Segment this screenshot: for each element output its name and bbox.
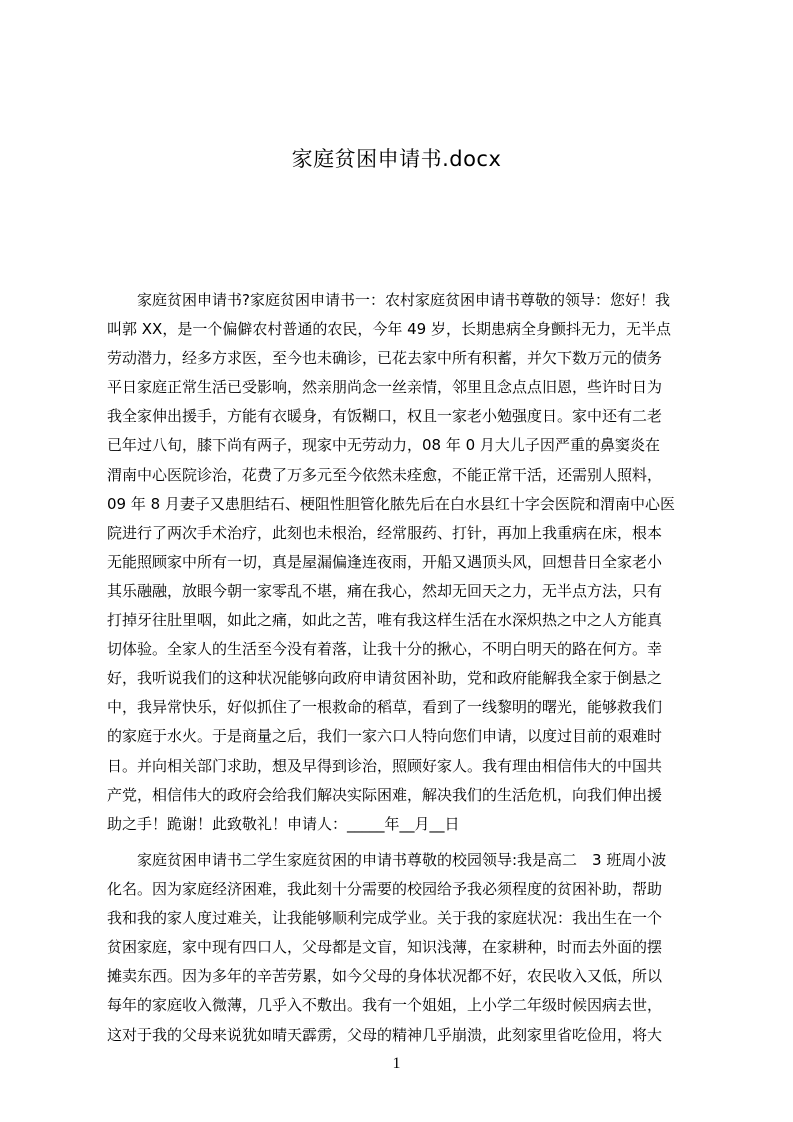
text-line: 叫郭 XX，是一个偏僻农村普通的农民，今年 49 岁，长期患病全身颤抖无力，无半点: [107, 320, 671, 339]
text-line: 院进行了两次手术治疗，此刻也未根治，经常服药、打针，再加上我重病在床，根本: [107, 523, 663, 542]
paragraph-2: [107, 846, 699, 1050]
paragraph-1: [107, 286, 699, 839]
text-line: 助之手！跪谢！此致敬礼！申请人：_____年__月__日: [107, 814, 460, 833]
text-line: 化名。因为家庭经济困难，我此刻十分需要的校园给予我必须程度的贫困补助，帮助: [107, 880, 663, 899]
text-line: 其乐融融，放眼今朝一家零乱不堪，痛在我心，然却无回天之力，无半点方法，只有: [107, 581, 663, 600]
text-line: 劳动潜力，经多方求医，至今也未确诊，已花去家中所有积蓄，并欠下数万元的债务: [107, 349, 663, 368]
text-line: 这对于我的父母来说犹如晴天霹雳，父母的精神几乎崩溃，此刻家里省吃俭用，将大: [107, 1025, 663, 1044]
text-line: 无能照顾家中所有一切，真是屋漏偏逢连夜雨，开船又遇顶头风，回想昔日全家老小: [107, 552, 663, 571]
text-line: 已年过八旬，膝下尚有两子，现家中无劳动力，08 年 0 月大儿子因严重的鼻窦炎在: [107, 436, 660, 455]
text-line: 每年的家庭收入微薄，几乎入不敷出。我有一个姐姐，上小学二年级时候因病去世，: [107, 996, 663, 1015]
text-line: 的家庭于水火。于是商量之后，我们一家六口人特向您们申请，以度过目前的艰难时: [107, 727, 663, 746]
text-line: 渭南中心医院诊治，花费了万多元至今依然未痊愈，不能正常干活，还需别人照料，: [107, 465, 663, 484]
text-line: 家庭贫困申请书二学生家庭贫困的申请书尊敬的校园领导:我是高二 3 班周小波: [107, 851, 667, 869]
text-line: 贫困家庭，家中现有四口人，父母都是文盲，知识浅薄，在家耕种，时而去外面的摆: [107, 938, 663, 957]
text-line: 家庭贫困申请书?家庭贫困申请书一：农村家庭贫困申请书尊敬的领导：您好！我: [107, 291, 670, 309]
document-title: 家庭贫困申请书.docx: [291, 147, 502, 171]
page-number: 1: [392, 1055, 401, 1072]
text-line: 中，我异常快乐，好似抓住了一根救命的稻草，看到了一线黎明的曙光，能够救我们: [107, 698, 663, 717]
text-line: 我全家伸出援手，方能有衣暖身，有饭糊口，权且一家老小勉强度日。家中还有二老: [107, 407, 663, 426]
text-line: 我和我的家人度过难关，让我能够顺利完成学业。关于我的家庭状况：我出生在一个: [107, 909, 663, 928]
text-line: 好，我听说我们的这种状况能够向政府申请贫困补助，党和政府能解我全家于倒悬之: [107, 669, 663, 688]
text-line: 09 年 8 月妻子又患胆结石、梗阻性胆管化脓先后在白水县红十字会医院和渭南中心医: [107, 494, 675, 513]
text-line: 切体验。全家人的生活至今没有着落，让我十分的揪心，不明白明天的路在何方。幸: [107, 640, 663, 659]
text-line: 平日家庭正常生活已受影响，然亲朋尚念一丝亲情，邻里且念点点旧恩，些许时日为: [107, 378, 663, 397]
text-line: 产党，相信伟大的政府会给我们解决实际困难，解决我们的生活危机，向我们伸出援: [107, 785, 663, 804]
text-line: 摊卖东西。因为多年的辛苦劳累，如今父母的身体状况都不好，农民收入又低，所以: [107, 967, 663, 986]
text-line: 打掉牙往肚里咽，如此之痛，如此之苦，唯有我这样生活在水深炽热之中之人方能真: [107, 611, 663, 630]
text-line: 日。并向相关部门求助，想及早得到诊治，照顾好家人。我有理由相信伟大的中国共: [107, 756, 663, 775]
